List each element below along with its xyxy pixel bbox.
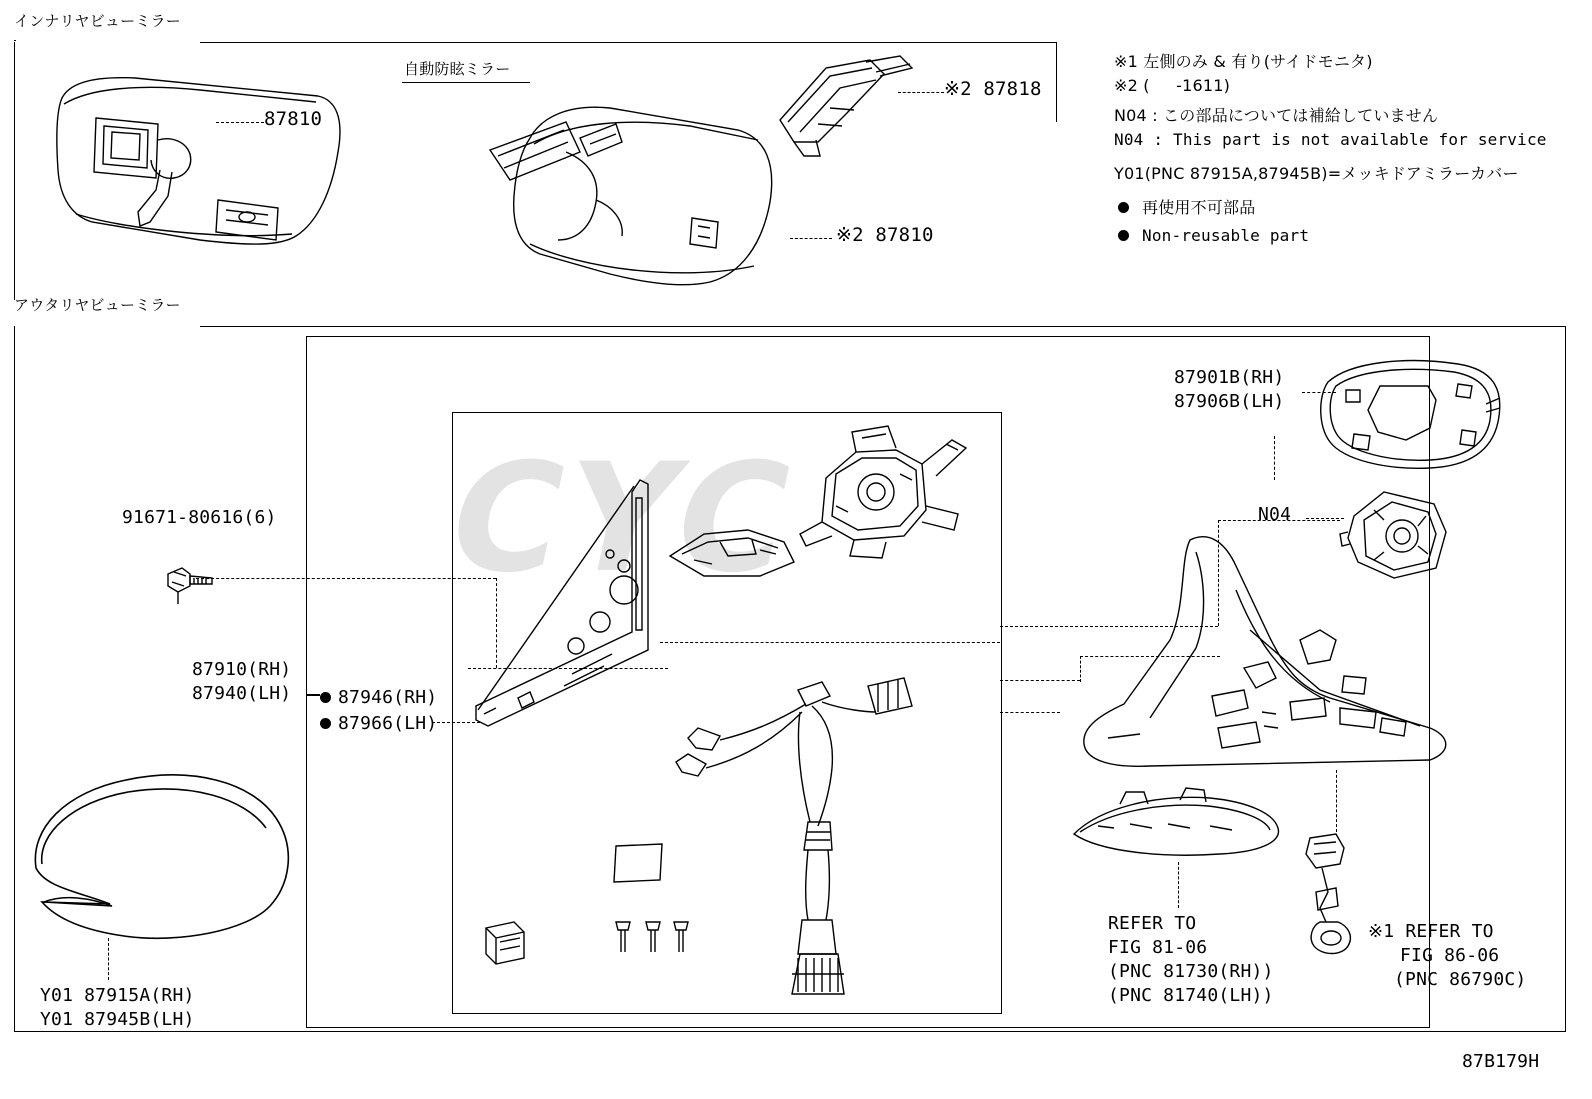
part-label-n04: N04 [1258,504,1292,525]
part-label-87966: 87966(LH) [338,713,438,734]
connector-drawing [480,918,540,968]
part-label-87910: 87910(RH) [192,659,292,680]
nonreusable-bullet-87966 [320,718,331,729]
mirror-cover-drawing [20,756,310,956]
refer-monitor-line-2: FIG 86-06 [1400,945,1500,966]
note-nonreusable-jp: 再使用不可部品 [1142,198,1256,217]
note-nonreusable-en: Non-reusable part [1142,226,1310,245]
leader-actuator-h [1218,520,1340,521]
mirror-housing-drawing [1000,520,1470,810]
auto-dimming-mirror-label: 自動防眩ミラー [404,60,511,78]
mirror-motor-module-drawing [796,418,996,568]
auto-dimming-sensor-drawing [760,50,950,170]
diagram-code: 87B179H [1462,1051,1540,1072]
refer-lamp-line-1: REFER TO [1108,913,1197,934]
leader-housing-1 [1000,626,1218,627]
part-label-87945B: Y01 87945B(LH) [40,1009,195,1030]
part-label-87946: 87946(RH) [338,687,438,708]
leader-housing-5 [1080,656,1220,657]
note-1: ※1 左側のみ & 有り(サイドモニタ) [1114,52,1373,71]
leader-lamp [1178,862,1179,908]
nonreusable-bullet-jp [1118,202,1129,213]
leader-camera [1336,770,1337,832]
section-title-inner: インナリヤビューミラー [14,12,181,30]
leader-assy [432,722,480,723]
note-y01: Y01(PNC 87915A,87945B)=メッキドアミラーカバー [1114,164,1519,183]
leader-housing-3 [1000,680,1080,681]
refer-lamp-line-3: (PNC 81730(RH)) [1108,961,1274,982]
leader-housing-v1 [1080,656,1081,682]
part-label-87810-top: 87810 [264,108,323,130]
part-label-87915A: Y01 87915A(RH) [40,985,195,1006]
nonreusable-bullet-87946 [320,692,331,703]
part-label-87940: 87940(LH) [192,683,292,704]
leader-87818 [898,92,944,93]
outer-section-bracket-left [14,326,15,1032]
outer-section-bracket-bottom [14,1031,1566,1032]
turn-signal-lamp-drawing [1060,786,1290,866]
note-n04-en: N04 : This part is not available for service [1114,130,1547,149]
leader-87810-auto [790,238,832,239]
wire-harness-drawing [672,672,962,1012]
note-n04-jp: N04 : この部品については補給していません [1114,106,1439,125]
leader-mirror-glass [1302,392,1336,393]
refer-lamp-line-4: (PNC 81740(LH)) [1108,985,1274,1006]
part-label-87818: ※2 87818 [944,78,1042,100]
bolt-drawing [160,560,220,610]
watermark: CYC [433,432,812,606]
leader-bolt [196,578,496,579]
note-2: ※2 ( -1611) [1114,76,1231,95]
leader-87810-top [216,122,264,123]
mirror-arm-drawing [664,520,804,590]
outer-section-bracket-top [200,326,1566,327]
refer-lamp-line-2: FIG 81-06 [1108,937,1208,958]
inner-section-bracket-right [1056,42,1057,122]
leader-bolt-v [496,578,497,668]
leader-housing-4 [1000,712,1060,713]
leader-housing-2 [660,642,1000,643]
outer-section-bracket-right [1565,326,1566,1032]
side-monitor-camera-drawing [1290,830,1380,970]
screws-drawing [608,918,698,958]
part-label-87906B: 87906B(LH) [1174,391,1285,412]
part-label-bolt: 91671-80616(6) [122,507,277,528]
nonreusable-bullet-en [1118,230,1129,241]
leader-cover [108,938,109,980]
refer-monitor-line-1: ※1 REFER TO [1368,921,1494,942]
leader-glass-v [1274,436,1275,480]
refer-monitor-line-3: (PNC 86790C) [1394,969,1527,990]
part-label-87810-auto: ※2 87810 [836,224,934,246]
leader-bolt-2 [468,668,668,669]
adhesive-pad-drawing [610,838,670,888]
mirror-base-bracket-drawing [452,470,692,750]
leader-n04 [1306,518,1344,519]
inner-mirror-drawing [0,0,420,300]
part-label-87901B: 87901B(RH) [1174,367,1285,388]
assy-label-connector [306,694,320,696]
mirror-glass-drawing [1310,352,1510,482]
leader-actuator-v [1218,520,1219,626]
section-title-outer: アウタリヤビューミラー [14,296,181,314]
